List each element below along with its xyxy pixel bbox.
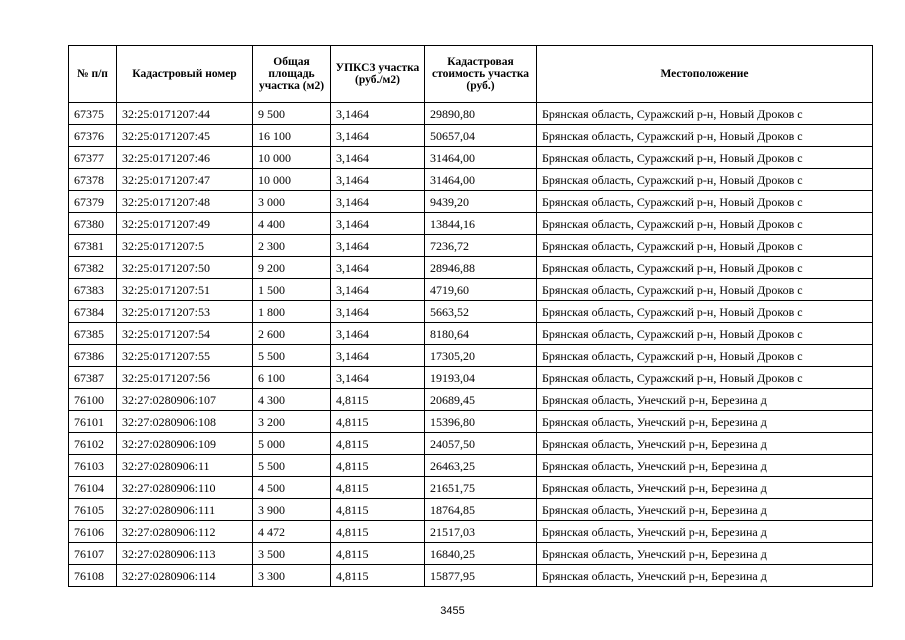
cell-cadastral-value: 50657,04 — [425, 125, 537, 147]
cell-location: Брянская область, Суражский р-н, Новый Дроков с — [537, 191, 873, 213]
cell-location: Брянская область, Унечский р-н, Березина д — [537, 499, 873, 521]
table-header-row — [69, 46, 873, 103]
cell-cadastral-value: 5663,52 — [425, 301, 537, 323]
cell-area: 5 500 — [253, 455, 331, 477]
cell-location: Брянская область, Суражский р-н, Новый Дроков с — [537, 367, 873, 389]
cell-unit-value: 3,1464 — [331, 213, 425, 235]
cell-location: Брянская область, Суражский р-н, Новый Дроков с — [537, 257, 873, 279]
table-row — [69, 345, 873, 367]
table-row — [69, 191, 873, 213]
cell-row-number: 67379 — [69, 191, 117, 213]
cell-row-number: 67383 — [69, 279, 117, 301]
cell-location: Брянская область, Унечский р-н, Березина д — [537, 543, 873, 565]
header-area: Общая площадь участка (м2) — [253, 46, 331, 103]
cell-cadastral-value: 21517,03 — [425, 521, 537, 543]
cell-location: Брянская область, Унечский р-н, Березина д — [537, 477, 873, 499]
table-row — [69, 367, 873, 389]
cell-location: Брянская область, Суражский р-н, Новый Дроков с — [537, 213, 873, 235]
cell-location: Брянская область, Унечский р-н, Березина д — [537, 389, 873, 411]
cell-row-number: 76106 — [69, 521, 117, 543]
cadastral-table — [68, 45, 873, 587]
cell-unit-value: 3,1464 — [331, 235, 425, 257]
cell-row-number: 76105 — [69, 499, 117, 521]
table-row — [69, 147, 873, 169]
table-row — [69, 455, 873, 477]
cell-location: Брянская область, Суражский р-н, Новый Дроков с — [537, 345, 873, 367]
cell-location: Брянская область, Суражский р-н, Новый Дроков с — [537, 125, 873, 147]
cell-cadastral-value: 20689,45 — [425, 389, 537, 411]
cell-location: Брянская область, Суражский р-н, Новый Дроков с — [537, 147, 873, 169]
cell-unit-value: 3,1464 — [331, 147, 425, 169]
table-row — [69, 169, 873, 191]
cell-cadastral-value: 8180,64 — [425, 323, 537, 345]
cell-cadastral-number: 32:25:0171207:56 — [117, 367, 253, 389]
cell-cadastral-number: 32:25:0171207:47 — [117, 169, 253, 191]
table-body — [69, 103, 873, 587]
cell-cadastral-value: 9439,20 — [425, 191, 537, 213]
cell-cadastral-number: 32:25:0171207:46 — [117, 147, 253, 169]
cell-cadastral-number: 32:25:0171207:50 — [117, 257, 253, 279]
cell-cadastral-value: 28946,88 — [425, 257, 537, 279]
cell-area: 1 800 — [253, 301, 331, 323]
header-unit-value: УПКСЗ участка (руб./м2) — [331, 46, 425, 103]
header-cadastral-value: Кадастровая стоимость участка (руб.) — [425, 46, 537, 103]
cell-row-number: 76107 — [69, 543, 117, 565]
cell-area: 4 472 — [253, 521, 331, 543]
cell-unit-value: 4,8115 — [331, 565, 425, 587]
cell-area: 5 500 — [253, 345, 331, 367]
cell-cadastral-number: 32:27:0280906:112 — [117, 521, 253, 543]
cell-cadastral-value: 29890,80 — [425, 103, 537, 125]
cell-unit-value: 4,8115 — [331, 543, 425, 565]
cell-location: Брянская область, Унечский р-н, Березина д — [537, 411, 873, 433]
cell-unit-value: 4,8115 — [331, 477, 425, 499]
cell-cadastral-number: 32:25:0171207:53 — [117, 301, 253, 323]
cell-unit-value: 4,8115 — [331, 389, 425, 411]
cell-location: Брянская область, Суражский р-н, Новый Дроков с — [537, 103, 873, 125]
cell-cadastral-number: 32:27:0280906:114 — [117, 565, 253, 587]
cell-unit-value: 4,8115 — [331, 411, 425, 433]
cell-row-number: 67387 — [69, 367, 117, 389]
table-row — [69, 257, 873, 279]
cell-cadastral-value: 7236,72 — [425, 235, 537, 257]
cell-cadastral-number: 32:27:0280906:111 — [117, 499, 253, 521]
cell-cadastral-value: 13844,16 — [425, 213, 537, 235]
cell-unit-value: 3,1464 — [331, 323, 425, 345]
table-row — [69, 323, 873, 345]
cell-row-number: 67378 — [69, 169, 117, 191]
table-row — [69, 301, 873, 323]
cell-cadastral-number: 32:25:0171207:5 — [117, 235, 253, 257]
cell-area: 2 300 — [253, 235, 331, 257]
cell-cadastral-number: 32:25:0171207:54 — [117, 323, 253, 345]
page-number: 3455 — [440, 605, 465, 617]
cell-location: Брянская область, Суражский р-н, Новый Дроков с — [537, 235, 873, 257]
cell-unit-value: 3,1464 — [331, 191, 425, 213]
table-row — [69, 213, 873, 235]
cell-cadastral-value: 31464,00 — [425, 147, 537, 169]
cell-cadastral-number: 32:27:0280906:108 — [117, 411, 253, 433]
cell-unit-value: 4,8115 — [331, 433, 425, 455]
cell-area: 9 200 — [253, 257, 331, 279]
cell-unit-value: 3,1464 — [331, 125, 425, 147]
cell-unit-value: 4,8115 — [331, 455, 425, 477]
cell-row-number: 76103 — [69, 455, 117, 477]
cell-row-number: 67376 — [69, 125, 117, 147]
cell-location: Брянская область, Унечский р-н, Березина д — [537, 521, 873, 543]
cell-area: 16 100 — [253, 125, 331, 147]
cell-cadastral-number: 32:27:0280906:107 — [117, 389, 253, 411]
cell-cadastral-value: 4719,60 — [425, 279, 537, 301]
cell-cadastral-value: 26463,25 — [425, 455, 537, 477]
table-row — [69, 389, 873, 411]
cell-row-number: 67386 — [69, 345, 117, 367]
cell-area: 3 500 — [253, 543, 331, 565]
cell-cadastral-number: 32:27:0280906:113 — [117, 543, 253, 565]
table-row — [69, 543, 873, 565]
table-row — [69, 565, 873, 587]
cell-unit-value: 3,1464 — [331, 367, 425, 389]
cell-cadastral-value: 19193,04 — [425, 367, 537, 389]
cell-cadastral-number: 32:25:0171207:45 — [117, 125, 253, 147]
cell-row-number: 67384 — [69, 301, 117, 323]
cell-area: 10 000 — [253, 169, 331, 191]
cell-cadastral-value: 21651,75 — [425, 477, 537, 499]
cell-cadastral-number: 32:27:0280906:11 — [117, 455, 253, 477]
cell-area: 3 200 — [253, 411, 331, 433]
cell-location: Брянская область, Суражский р-н, Новый Дроков с — [537, 323, 873, 345]
cell-row-number: 67380 — [69, 213, 117, 235]
cell-location: Брянская область, Унечский р-н, Березина д — [537, 433, 873, 455]
cell-location: Брянская область, Суражский р-н, Новый Дроков с — [537, 279, 873, 301]
cell-row-number: 76108 — [69, 565, 117, 587]
cell-unit-value: 3,1464 — [331, 257, 425, 279]
table-row — [69, 125, 873, 147]
header-cadastral-number: Кадастровый номер — [117, 46, 253, 103]
cell-area: 4 300 — [253, 389, 331, 411]
cell-area: 10 000 — [253, 147, 331, 169]
table-row — [69, 103, 873, 125]
cell-unit-value: 4,8115 — [331, 521, 425, 543]
cell-cadastral-value: 18764,85 — [425, 499, 537, 521]
table-row — [69, 521, 873, 543]
cell-row-number: 76104 — [69, 477, 117, 499]
cell-cadastral-number: 32:27:0280906:110 — [117, 477, 253, 499]
cell-row-number: 67382 — [69, 257, 117, 279]
cell-unit-value: 3,1464 — [331, 345, 425, 367]
cell-unit-value: 3,1464 — [331, 301, 425, 323]
cell-cadastral-value: 16840,25 — [425, 543, 537, 565]
cell-cadastral-value: 15877,95 — [425, 565, 537, 587]
cell-cadastral-number: 32:25:0171207:49 — [117, 213, 253, 235]
cell-area: 1 500 — [253, 279, 331, 301]
header-location: Местоположение — [537, 46, 873, 103]
cell-cadastral-number: 32:25:0171207:55 — [117, 345, 253, 367]
cell-area: 9 500 — [253, 103, 331, 125]
cell-cadastral-number: 32:25:0171207:48 — [117, 191, 253, 213]
cell-unit-value: 3,1464 — [331, 103, 425, 125]
cell-row-number: 67385 — [69, 323, 117, 345]
cell-row-number: 67375 — [69, 103, 117, 125]
cell-area: 3 900 — [253, 499, 331, 521]
cell-area: 5 000 — [253, 433, 331, 455]
cell-cadastral-value: 31464,00 — [425, 169, 537, 191]
cell-location: Брянская область, Суражский р-н, Новый Дроков с — [537, 169, 873, 191]
cell-cadastral-number: 32:25:0171207:44 — [117, 103, 253, 125]
cell-area: 3 000 — [253, 191, 331, 213]
table-row — [69, 433, 873, 455]
cell-location: Брянская область, Унечский р-н, Березина д — [537, 565, 873, 587]
cell-row-number: 76102 — [69, 433, 117, 455]
cell-cadastral-number: 32:27:0280906:109 — [117, 433, 253, 455]
table-row — [69, 235, 873, 257]
header-row-number: № п/п — [69, 46, 117, 103]
cell-area: 6 100 — [253, 367, 331, 389]
table-row — [69, 279, 873, 301]
cell-cadastral-value: 15396,80 — [425, 411, 537, 433]
cell-area: 2 600 — [253, 323, 331, 345]
cell-row-number: 67377 — [69, 147, 117, 169]
cell-cadastral-value: 17305,20 — [425, 345, 537, 367]
table-row — [69, 499, 873, 521]
cell-area: 4 500 — [253, 477, 331, 499]
cell-row-number: 67381 — [69, 235, 117, 257]
cell-unit-value: 4,8115 — [331, 499, 425, 521]
cell-unit-value: 3,1464 — [331, 169, 425, 191]
cell-area: 3 300 — [253, 565, 331, 587]
cell-location: Брянская область, Унечский р-н, Березина д — [537, 455, 873, 477]
cell-row-number: 76101 — [69, 411, 117, 433]
cell-location: Брянская область, Суражский р-н, Новый Дроков с — [537, 301, 873, 323]
cell-row-number: 76100 — [69, 389, 117, 411]
cell-unit-value: 3,1464 — [331, 279, 425, 301]
cell-area: 4 400 — [253, 213, 331, 235]
table-row — [69, 411, 873, 433]
table-row — [69, 477, 873, 499]
cell-cadastral-value: 24057,50 — [425, 433, 537, 455]
cell-cadastral-number: 32:25:0171207:51 — [117, 279, 253, 301]
